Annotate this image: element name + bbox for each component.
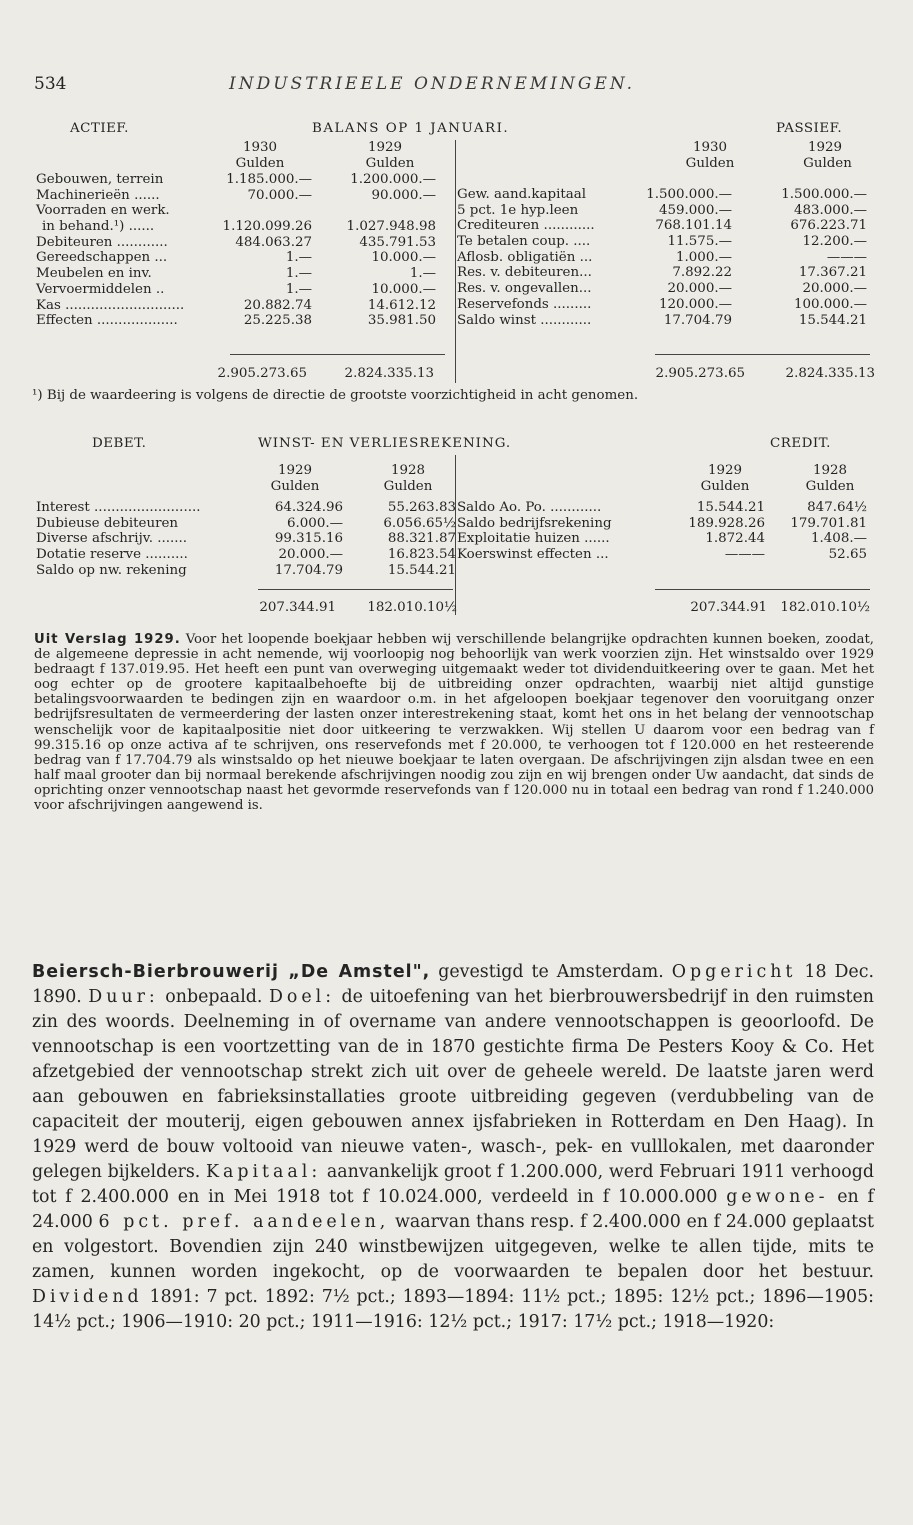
table-row: 5 pct. 1e hyp.leen 459.000.— 483.000.—	[457, 202, 867, 218]
passief-unit-2: Gulden	[803, 155, 852, 171]
credit-total-1: 207.344.91	[690, 600, 767, 615]
debet-total-2: 182.010.10½	[367, 600, 457, 615]
table-row: Diverse afschrijv. ....... 99.315.16 88.321.87	[36, 531, 456, 547]
passief-total-1929: 2.824.335.13	[785, 366, 875, 381]
table-row: Aflosb. obligatiën ... 1.000.— ———	[457, 249, 867, 265]
gewone-label: gewone-	[726, 1187, 829, 1207]
balans-col-headers	[0, 140, 913, 171]
passief-year-1: 1930	[692, 140, 728, 155]
table-row: Exploitatie huizen ...... 1.872.44 1.408.—	[457, 531, 867, 547]
table-row: Dotatie reserve .......... 20.000.— 16.823.54	[36, 547, 456, 563]
table-row: in behand.¹) ...... 1.120.099.26 1.027.948.98	[42, 219, 436, 235]
table-row: Saldo bedrijfsrekening 189.928.26 179.701.81	[457, 515, 867, 531]
pref-label: 6 pct. pref. aandeelen,	[98, 1212, 390, 1232]
debet-total-1: 207.344.91	[259, 600, 336, 615]
credit-table	[457, 500, 877, 563]
duur-label: Duur:	[88, 987, 159, 1007]
winst-title: WINST- EN VERLIESREKENING.	[258, 436, 512, 451]
page-header	[34, 74, 636, 94]
footnote: ¹) Bij de waardeering is volgens de directie de grootste voorzichtigheid in acht genomen.	[32, 388, 639, 403]
table-row: Gew. aand.kapitaal 1.500.000.— 1.500.000.—	[457, 187, 867, 202]
table-row: Saldo Ao. Po. ............ 15.544.21 847.64½	[457, 500, 867, 515]
table-row: Res. v. ongevallen... 20.000.— 20.000.—	[457, 281, 867, 297]
passief-total-1930: 2.905.273.65	[655, 366, 745, 381]
actief-total-1930: 2.905.273.65	[217, 366, 307, 381]
page-number: 534	[34, 74, 67, 94]
actief-table	[36, 172, 456, 329]
dividend-label: Dividend	[32, 1287, 143, 1307]
passief-label: PASSIEF.	[776, 121, 843, 136]
table-row: Machinerieën ...... 70.000.— 90.000.—	[36, 187, 436, 203]
debet-label: DEBET.	[92, 436, 147, 451]
actief-label: ACTIEF.	[70, 121, 129, 136]
credit-label: CREDIT.	[770, 436, 831, 451]
credit-year-1: 1929	[707, 463, 743, 478]
passief-table	[457, 187, 877, 328]
credit-unit-2: Gulden	[805, 478, 855, 494]
winst-col-headers	[0, 463, 913, 494]
debet-unit-1: Gulden	[270, 478, 320, 494]
table-row: Kas ............................ 20.882.74 14.612.12	[36, 297, 436, 313]
balans-title: BALANS OP 1 JANUARI.	[312, 121, 510, 136]
table-row: Effecten ................... 25.225.38 35.981.50	[36, 313, 436, 329]
debet-year-1: 1929	[277, 463, 313, 478]
table-row: Gebouwen, terrein 1.185.000.— 1.200.000.—	[36, 172, 436, 187]
verslag-text: Voor het loopende boekjaar hebben wij verschillende belangrijke opdrachten kunnen boeken, zoodat, de algemeene depressie in acht nemende, wij voorloopig nog behoorlijk van werk voorzien zijn. Het winstsaldo over 1929 bedraagt f 137.019.95. Het heeft een punt van overweging uitgemaakt weder tot dividenduitkeering over te gaan. Met het oog echter op de grootere kapitaalbehoefte bij de uitbreiding onzer opdrachten, waarbij niet altijd gunstige betalingsvoorwaarden te bedingen zijn en waardoor o.m. in het afgeloopen boekjaar tegenover den vooruitgang onzer bedrijfsresultaten de vermeerdering der lasten onzer interestrekening staat, komt het ons in het belang der vennootschap wenschelijk voor de kapitaalpositie niet door uitkeering te verzwakken. Wij stellen U daarom voor een bedrag van f 99.315.16 op onze activa af te schrijven, ons reservefonds met f 20.000, te verhoogen tot f 120.000 en het resteerende bedrag van f 17.704.79 als winstsaldo op het nieuwe boekjaar te laten overgaan. De afschrijvingen zijn alsdan twee en een half maal grooter dan bij normaal berekende afschrijvingen noodig zou zijn en wij brengen onder Uw aandacht, dat sinds de oprichting onzer vennootschap naast het gevormde reservefonds van f 120.000 nu in totaal een bedrag van rond f 1.240.000 voor afschrijvingen aangewend is.	[34, 632, 874, 814]
debet-year-2: 1928	[390, 463, 426, 478]
credit-year-2: 1928	[812, 463, 848, 478]
debet-unit-2: Gulden	[383, 478, 433, 494]
table-row: Reservefonds ......... 120.000.— 100.000.—	[457, 296, 867, 312]
company-entry: Beiersch-Bierbrouwerij „De Amstel", gevestigd te Amsterdam. Opgericht 18 Dec. 1890. Duur: onbepaald. Doel: de uitoefening van het bierbrouwersbedrijf in den ruimsten zin des woords. Deelneming in of overname van andere vennootschappen is geoorloofd. De vennootschap is een voortzetting van de in 1870 gestichte firma De Pesters Kooy & Co. Het afzetgebied der vennootschap strekt zich uit over de geheele wereld. De laatste jaren werd aan gebouwen en fabrieksinstallaties groote uitbreiding gegeven (verdubbeling van de capaciteit der mouterij, eigen gebouwen annex ijsfabrieken in Rotterdam en Den Haag). In 1929 werd de bouw voltooid van nieuwe vaten-, wasch-, pek- en vulllokalen, met daaronder gelegen bijkelders. Kapitaal: aanvankelijk groot f 1.200.000, werd Februari 1911 verhoogd tot f 2.400.000 en in Mei 1918 tot f 10.024.000, verdeeld in f 10.000.000 gewone- en f 24.000 6 pct. pref. aandeelen, waarvan thans resp. f 2.400.000 en f 24.000 geplaatst en volgestort. Bovendien zijn 240 winstbewijzen uitgegeven, welke te allen tijde, mits te zamen, kunnen worden ingekocht, op de voorwaarden te bepalen door het bestuur. Dividend 1891: 7 pct. 1892: 7½ pct.; 1893—1894: 11½ pct.; 1895: 12½ pct.; 1896—1905: 14½ pct.; 1906—1910: 20 pct.; 1911—1916: 12½ pct.; 1917: 17½ pct.; 1918—1920:	[32, 962, 874, 1332]
table-row: Meubelen en inv. 1.— 1.—	[36, 266, 436, 282]
passief-unit-1: Gulden	[685, 155, 735, 171]
credit-unit-1: Gulden	[700, 478, 750, 494]
verslag-paragraph	[34, 632, 874, 813]
credit-total-rule	[655, 589, 870, 590]
verslag-label: Uit Verslag 1929.	[34, 632, 181, 647]
debet-total-rule	[258, 589, 453, 590]
actief-year-2: 1929	[367, 140, 403, 155]
table-row: Vervoermiddelen .. 1.— 10.000.—	[36, 281, 436, 297]
table-row: Crediteuren ............ 768.101.14 676.223.71	[457, 218, 867, 234]
table-row: Res. v. debiteuren... 7.892.22 17.367.21	[457, 265, 867, 281]
doel-label: Doel:	[268, 987, 336, 1007]
table-row: Debiteuren ............ 484.063.27 435.791.53	[36, 234, 436, 250]
passief-total-rule	[655, 354, 870, 355]
passief-year-2: 1929	[807, 140, 843, 155]
table-row: Dubieuse debiteuren 6.000.— 6.056.65½	[36, 515, 456, 531]
table-row: Voorraden en werk.	[36, 203, 170, 219]
table-row: Interest ......................... 64.324.96 55.263.83	[36, 500, 456, 515]
actief-total-rule	[230, 354, 445, 355]
opgericht-label: Opgericht	[671, 962, 797, 982]
credit-total-2: 182.010.10½	[780, 600, 870, 615]
actief-total-1929: 2.824.335.13	[344, 366, 434, 381]
company-name: Beiersch-Bierbrouwerij „De Amstel",	[32, 962, 431, 982]
balans-totals	[0, 366, 913, 382]
actief-unit-2: Gulden	[365, 155, 415, 171]
table-row: Gereedschappen ... 1.— 10.000.—	[36, 250, 436, 266]
kapitaal-label: Kapitaal:	[206, 1162, 322, 1182]
debet-table	[36, 500, 456, 578]
table-row: Koerswinst effecten ... ——— 52.65	[457, 547, 867, 563]
winst-totals	[0, 600, 913, 616]
actief-year-1: 1930	[242, 140, 278, 155]
actief-unit-1: Gulden	[235, 155, 285, 171]
table-row: Te betalen coup. .... 11.575.— 12.200.—	[457, 234, 867, 250]
running-title: INDUSTRIEELE ONDERNEMINGEN.	[229, 74, 636, 94]
table-row: Saldo op nw. rekening 17.704.79 15.544.21	[36, 562, 456, 578]
table-row: Saldo winst ............ 17.704.79 15.544.21	[457, 312, 867, 328]
